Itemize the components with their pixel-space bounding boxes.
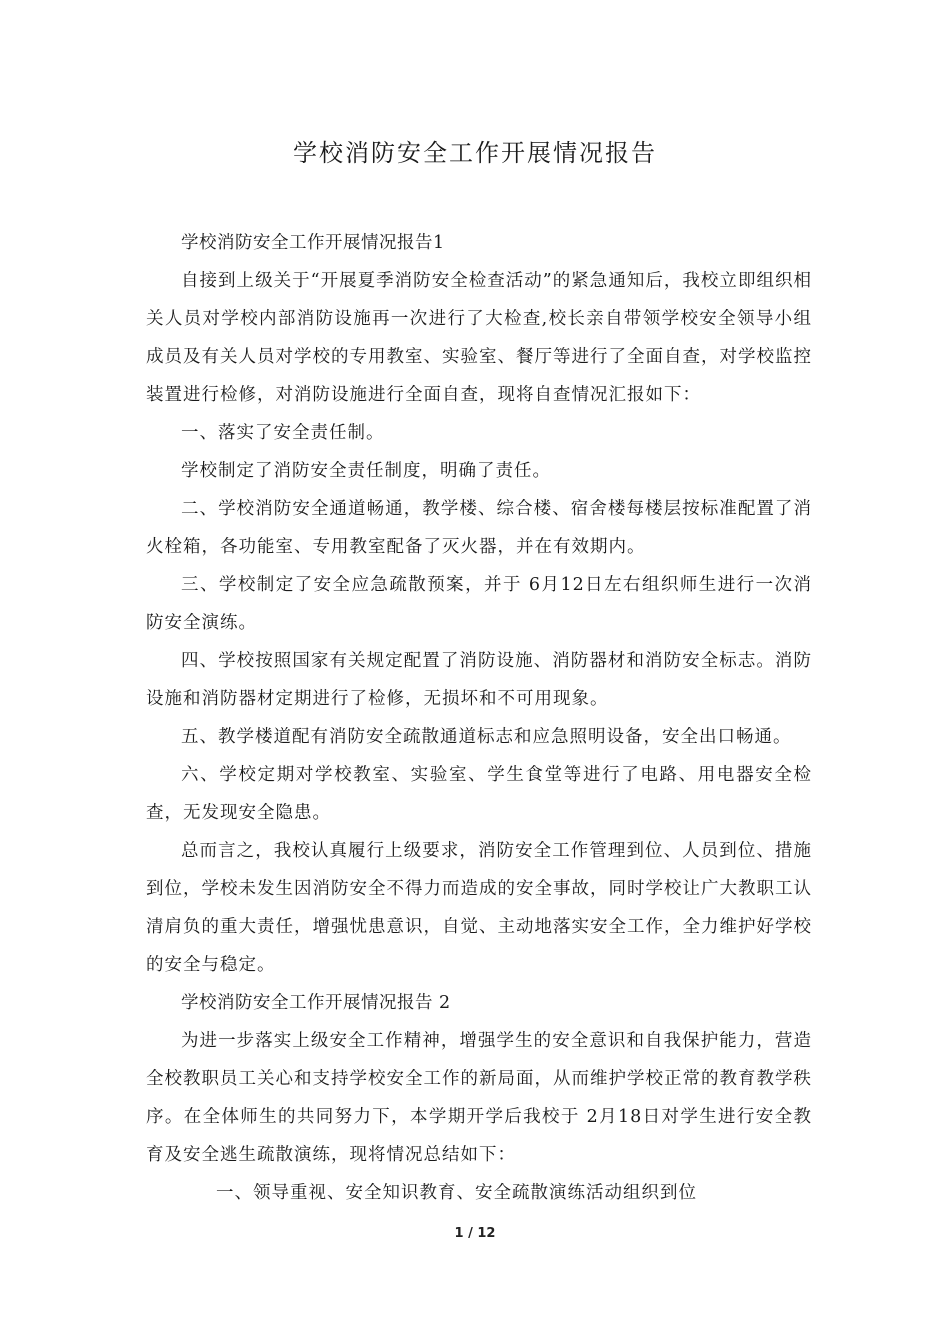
- paragraph-item-1: 一、落实了安全责任制。: [181, 423, 385, 443]
- paragraph-item-6: 六、学校定期对学校教室、实验室、学生食堂等进行了电路、用电器安全检查，无发现安全隐患。: [146, 765, 812, 823]
- document-body: [146, 224, 812, 1212]
- paragraph-item-5: 五、教学楼道配有消防安全疏散通道标志和应急照明设备，安全出口畅通。: [181, 727, 792, 747]
- report-2-section-1-heading: 一、领导重视、安全知识教育、安全疏散演练活动组织到位: [216, 1183, 697, 1203]
- paragraph-item-4: 四、学校按照国家有关规定配置了消防设施、消防器材和消防安全标志。消防设施和消防器材定期进行了检修，无损坏和不可用现象。: [146, 651, 812, 709]
- paragraph-report-2-intro: 为进一步落实上级安全工作精神，增强学生的安全意识和自我保护能力，营造全校教职员工关心和支持学校安全工作的新局面，从而维护学校正常的教育教学秩序。在全体师生的共同努力下，本学期开学后我校于 2月18日对学生进行安全教育及安全逃生疏散演练，现将情况总结如下：: [146, 1031, 812, 1165]
- paragraph-item-1-detail: 学校制定了消防安全责任制度，明确了责任。: [181, 461, 551, 481]
- paragraph-summary: 总而言之，我校认真履行上级要求，消防安全工作管理到位、人员到位、措施到位，学校未发生因消防安全不得力而造成的安全事故，同时学校让广大教职工认清肩负的重大责任，增强忧患意识，自觉、主动地落实安全工作，全力维护好学校的安全与稳定。: [146, 841, 812, 975]
- page-indicator: 1 / 12: [454, 1226, 496, 1241]
- paragraph-item-3: 三、学校制定了安全应急疏散预案，并于 6月12日左右组织师生进行一次消防安全演练。: [146, 575, 812, 633]
- document-title: 学校消防安全工作开展情况报告: [293, 139, 657, 167]
- report-1-heading: 学校消防安全工作开展情况报告1: [181, 233, 445, 253]
- report-2-heading: 学校消防安全工作开展情况报告 2: [181, 993, 451, 1013]
- paragraph-intro: 自接到上级关于“开展夏季消防安全检查活动”的紧急通知后，我校立即组织相关人员对学校内部消防设施再一次进行了大检查,校长亲自带领学校安全领导小组成员及有关人员对学校的专用教室、实验室、餐厅等进行了全面自查，对学校监控装置进行检修，对消防设施进行全面自查，现将自查情况汇报如下：: [146, 271, 812, 405]
- paragraph-item-2: 二、学校消防安全通道畅通，教学楼、综合楼、宿舍楼每楼层按标准配置了消火栓箱，各功能室、专用教室配备了灭火器，并在有效期内。: [146, 499, 812, 557]
